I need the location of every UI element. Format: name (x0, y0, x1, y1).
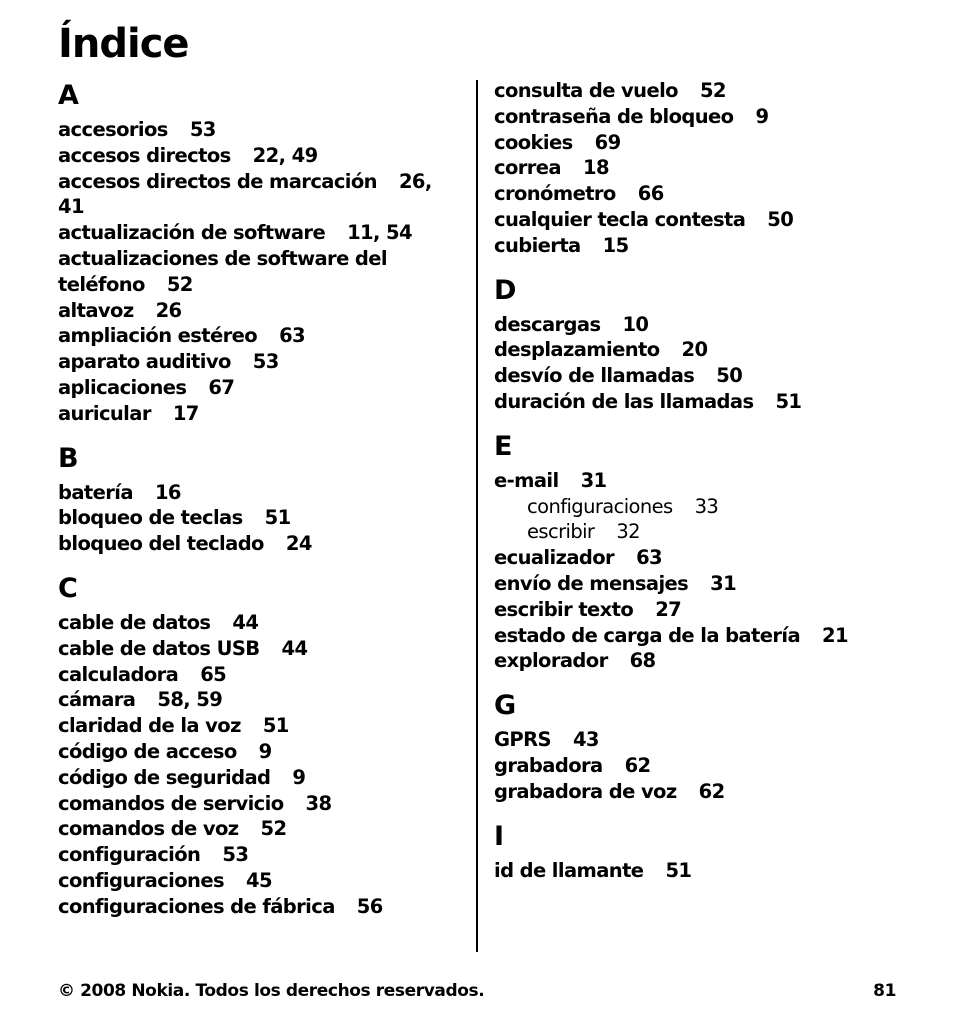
entry-term: actualización de software (58, 221, 326, 245)
entry-pages: 27 (655, 597, 682, 621)
entry-pages: 22, 49 (252, 143, 318, 167)
entry-term: bloqueo del teclado (58, 532, 264, 556)
entry-term: calculadora (58, 662, 179, 686)
index-entry (494, 468, 914, 494)
entry-term: ampliación estéreo (58, 324, 258, 348)
index-section (494, 78, 914, 259)
entry-pages: 51 (264, 506, 291, 530)
entry-pages: 63 (279, 324, 306, 348)
entry-term: accesorios (58, 118, 168, 141)
entry-term: cable de datos (58, 610, 211, 634)
index-entry (58, 765, 463, 791)
index-entry (494, 207, 914, 233)
entry-term: configuración (58, 843, 201, 867)
index-column-left (58, 78, 463, 934)
entry-term: desplazamiento (494, 338, 660, 362)
entry-term: estado de carga de la batería (494, 623, 800, 647)
index-entry (494, 155, 914, 181)
entry-pages: 52 (699, 79, 726, 102)
index-entry (58, 375, 463, 401)
entry-term: correa (494, 156, 561, 180)
entry-term: aparato auditivo (58, 350, 231, 374)
entry-pages: 58, 59 (157, 688, 223, 712)
index-entry (494, 181, 914, 207)
entry-term: auricular (58, 401, 151, 425)
index-entry (58, 505, 463, 531)
entry-term: cubierta (494, 233, 581, 257)
index-column-right (494, 78, 914, 897)
index-entry (58, 169, 463, 221)
entry-term: actualizaciones de software del teléfono (58, 246, 387, 296)
entry-term: cable de datos USB (58, 636, 260, 660)
entry-pages: 20 (681, 338, 708, 362)
entry-pages: 26, 41 (58, 169, 432, 219)
entry-term: bloqueo de teclas (58, 506, 243, 530)
entry-term: contraseña de bloqueo (494, 104, 734, 128)
index-section (58, 571, 463, 920)
index-subentry (494, 494, 914, 520)
index-entry (494, 233, 914, 259)
entry-pages: 56 (356, 894, 383, 918)
index-entry (58, 739, 463, 765)
entry-pages: 62 (624, 753, 651, 777)
entry-term: cookies (494, 130, 573, 154)
entry-term: cámara (58, 688, 136, 712)
entry-term: configuraciones (527, 494, 673, 518)
section-letter: I (494, 820, 504, 852)
section-letter: B (58, 442, 79, 474)
entry-pages: 51 (262, 714, 289, 738)
entry-pages: 15 (602, 233, 629, 257)
index-subentry (494, 519, 914, 545)
entry-pages: 43 (572, 728, 599, 752)
entry-term: descargas (494, 312, 601, 336)
index-entry (494, 779, 914, 805)
entry-term: batería (58, 480, 133, 504)
index-entry (494, 130, 914, 156)
index-section (494, 429, 914, 674)
entry-pages: 67 (208, 375, 235, 399)
index-entry (494, 753, 914, 779)
entry-term: accesos directos (58, 143, 231, 167)
index-entry (58, 117, 463, 143)
index-entry (58, 143, 463, 169)
section-letter: C (58, 572, 78, 604)
entry-term: comandos de voz (58, 817, 239, 841)
entry-pages: 21 (822, 623, 848, 647)
entry-pages: 10 (622, 312, 649, 336)
entry-pages: 44 (281, 636, 308, 660)
entry-term: grabadora de voz (494, 779, 677, 803)
section-letter: D (494, 274, 516, 306)
page-footer (58, 978, 896, 1004)
entry-term: e-mail (494, 468, 559, 492)
index-entry (494, 337, 914, 363)
entry-pages: 33 (694, 494, 719, 518)
index-entry (494, 363, 914, 389)
index-entry (58, 636, 463, 662)
index-section (494, 819, 914, 884)
entry-pages: 18 (582, 156, 609, 180)
index-entry (58, 246, 463, 298)
entry-pages: 50 (716, 364, 743, 388)
index-entry (494, 597, 914, 623)
index-section (58, 78, 463, 427)
index-entry (58, 298, 463, 324)
entry-pages: 63 (636, 546, 663, 570)
entry-pages: 16 (154, 480, 181, 504)
entry-term: aplicaciones (58, 375, 187, 399)
index-section (494, 273, 914, 415)
index-entry (494, 571, 914, 597)
entry-pages: 17 (172, 401, 199, 425)
entry-term: envío de mensajes (494, 571, 689, 595)
index-entry (58, 894, 463, 920)
entry-pages: 26 (155, 298, 182, 322)
entry-pages: 9 (755, 104, 769, 128)
entry-term: accesos directos de marcación (58, 169, 377, 193)
index-entry (58, 220, 463, 246)
entry-term: consulta de vuelo (494, 79, 678, 102)
footer-copyright: © 2008 Nokia. Todos los derechos reservados. (58, 981, 485, 1001)
section-letter: E (494, 430, 512, 462)
entry-term: código de seguridad (58, 765, 271, 789)
entry-pages: 68 (629, 649, 656, 673)
index-entry (494, 389, 914, 415)
entry-pages: 9 (258, 739, 272, 763)
entry-pages: 53 (252, 350, 279, 374)
page-number: 81 (873, 981, 896, 1001)
entry-pages: 51 (665, 858, 692, 882)
index-entry (494, 78, 914, 104)
index-entry (494, 858, 914, 884)
entry-term: configuraciones (58, 868, 224, 892)
index-entry (58, 531, 463, 557)
entry-pages: 24 (285, 532, 312, 556)
entry-term: altavoz (58, 298, 134, 322)
entry-term: duración de las llamadas (494, 389, 754, 413)
entry-pages: 52 (260, 817, 287, 841)
entry-term: escribir (527, 520, 595, 544)
entry-pages: 69 (594, 130, 621, 154)
section-letter: A (58, 80, 79, 111)
entry-term: grabadora (494, 753, 603, 777)
index-entry (58, 480, 463, 506)
entry-pages: 53 (222, 843, 249, 867)
column-divider (476, 80, 478, 952)
entry-pages: 51 (775, 389, 802, 413)
index-entry (58, 842, 463, 868)
entry-pages: 9 (292, 765, 306, 789)
entry-term: desvío de llamadas (494, 364, 695, 388)
index-entry (58, 868, 463, 894)
index-entry (58, 401, 463, 427)
entry-pages: 65 (200, 662, 227, 686)
index-entry (58, 349, 463, 375)
entry-pages: 38 (305, 791, 332, 815)
entry-term: GPRS (494, 728, 551, 752)
entry-term: claridad de la voz (58, 714, 241, 738)
entry-pages: 45 (245, 868, 272, 892)
entry-term: escribir texto (494, 597, 634, 621)
index-entry (58, 662, 463, 688)
entry-pages: 52 (166, 272, 193, 296)
entry-term: comandos de servicio (58, 791, 284, 815)
entry-pages: 32 (616, 520, 640, 544)
entry-pages: 62 (698, 779, 725, 803)
entry-term: ecualizador (494, 546, 615, 570)
page-title: Índice (58, 21, 189, 67)
index-entry (58, 791, 463, 817)
index-entry (58, 816, 463, 842)
entry-pages: 66 (637, 182, 664, 206)
entry-pages: 31 (580, 468, 607, 492)
entry-term: código de acceso (58, 739, 237, 763)
entry-term: configuraciones de fábrica (58, 894, 335, 918)
index-entry (494, 545, 914, 571)
entry-pages: 50 (767, 207, 794, 231)
index-entry (58, 323, 463, 349)
index-section (494, 688, 914, 804)
index-entry (494, 104, 914, 130)
entry-term: cualquier tecla contesta (494, 207, 746, 231)
index-entry (58, 713, 463, 739)
index-entry (494, 623, 914, 649)
entry-pages: 44 (232, 610, 259, 634)
entry-pages: 11, 54 (347, 221, 412, 245)
entry-pages: 53 (189, 118, 216, 141)
entry-term: id de llamante (494, 858, 644, 882)
section-letter: G (494, 690, 516, 722)
index-entry (494, 648, 914, 674)
entry-term: cronómetro (494, 182, 616, 206)
index-section (58, 441, 463, 557)
index-entry (58, 610, 463, 636)
index-entry (494, 312, 914, 338)
entry-term: explorador (494, 649, 608, 673)
index-entry (494, 727, 914, 753)
index-entry (58, 687, 463, 713)
entry-pages: 31 (710, 571, 737, 595)
